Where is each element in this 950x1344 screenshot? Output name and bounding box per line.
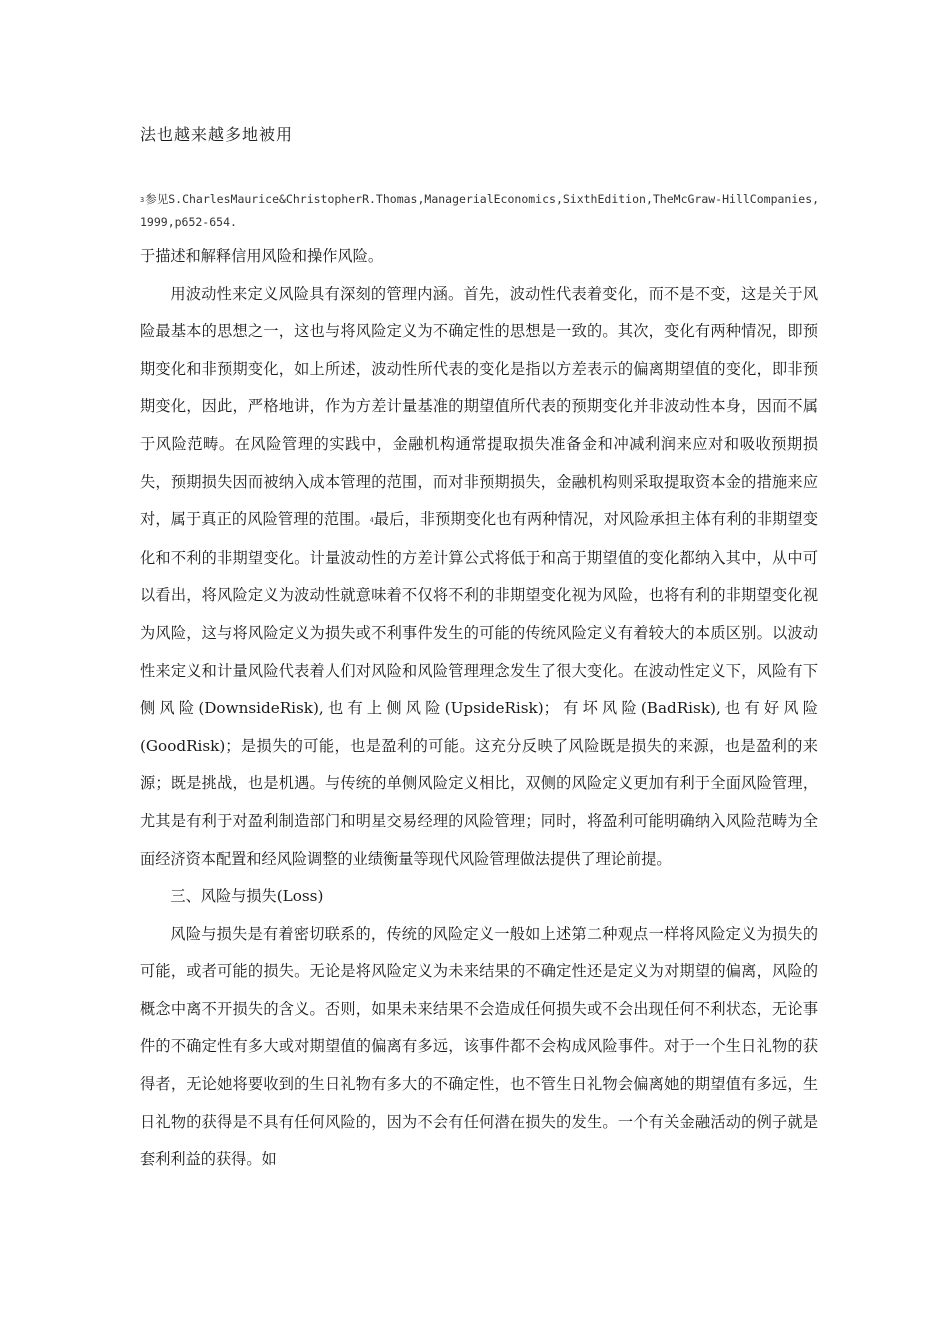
body-text [140,238,818,1179]
paragraph-volatility [140,276,818,879]
paragraph-continued: 于描述和解释信用风险和操作风险。 [140,247,383,265]
section-heading: 三、风险与损失(Loss) [170,887,324,906]
paragraph-volatility-part-b: 最后，非预期变化也有两种情况，对风险承担主体有利的非期望变化和不利的非期望变化。计量波动性的方差计算公式将低于和高于期望值的变化都纳入其中，从中可以看出，将风险定义为波动性就意味着不仅将不利的非期望变化视为风险，也将有利的非期望变化视为风险，这与将风险定义为损失或不利事件发生的可能的传统风险定义有着较大的本质区别。以波动性来定义和计量风险代表着人们对风险和风险管理理念发生了很大变化。在波动性定义下，风险有下侧风险(DownsideRisk),也有上侧风险(UpsideRisk)；有坏风险(BadRisk),也有好风险(GoodRisk)；是损失的可能，也是盈利的可能。这充分反映了风险既是损失的来源，也是盈利的来源；既是挑战，也是机遇。与传统的单侧风险定义相比，双侧的风险定义更加有利于全面风险管理，尤其是有利于对盈利制造部门和明星交易经理的风险管理；同时，将盈利可能明确纳入风险范畴为全面经济资本配置和经风险调整的业绩衡量等现代风险管理做法提供了理论前提。 [140,510,819,868]
footnote-marker: 3 [140,196,145,204]
paragraph-volatility-part-a: 用波动性来定义风险具有深刻的管理内涵。首先，波动性代表着变化，而不是不变，这是关于风险最基本的思想之一，这也与将风险定义为不确定性的思想是一致的。其次，变化有两种情况，即预期变化和非预期变化，如上所述，波动性所代表的变化是指以方差表示的偏离期望值的变化，即非预期变化，因此，严格地讲，作为方差计量基准的期望值所代表的预期变化并非波动性本身，因而不属于风险范畴。在风险管理的实践中，金融机构通常提取损失准备金和冲减利润来应对和吸收预期损失，预期损失因而被纳入成本管理的范围，而对非预期损失，金融机构则采取提取资本金的措施来应对，属于真正的风险管理的范围。 [140,284,818,529]
footnote-reference: 4 [369,517,374,525]
footnote [140,188,820,233]
footnote-text: 参见S.CharlesMaurice&ChristopherR.Thomas,ManagerialEconomics,SixthEdition,TheMcGraw-HillCompanies,1999,p652-654. [140,192,820,229]
continued-line: 法也越来越多地被用 [140,125,294,144]
paragraph-risk-loss: 风险与损失是有着密切联系的，传统的风险定义一般如上述第二种观点一样将风险定义为损失的可能，或者可能的损失。无论是将风险定义为未来结果的不确定性还是定义为对期望的偏离，风险的概念中离不开损失的含义。否则，如果未来结果不会造成任何损失或不会出现任何不利状态，无论事件的不确定性有多大或对期望值的偏离有多远，该事件都不会构成风险事件。对于一个生日礼物的获得者，无论她将要收到的生日礼物有多大的不确定性，也不管生日礼物会偏离她的期望值有多远，生日礼物的获得是不具有任何风险的，因为不会有任何潜在损失的发生。一个有关金融活动的例子就是套利利益的获得。如 [140,924,818,1169]
